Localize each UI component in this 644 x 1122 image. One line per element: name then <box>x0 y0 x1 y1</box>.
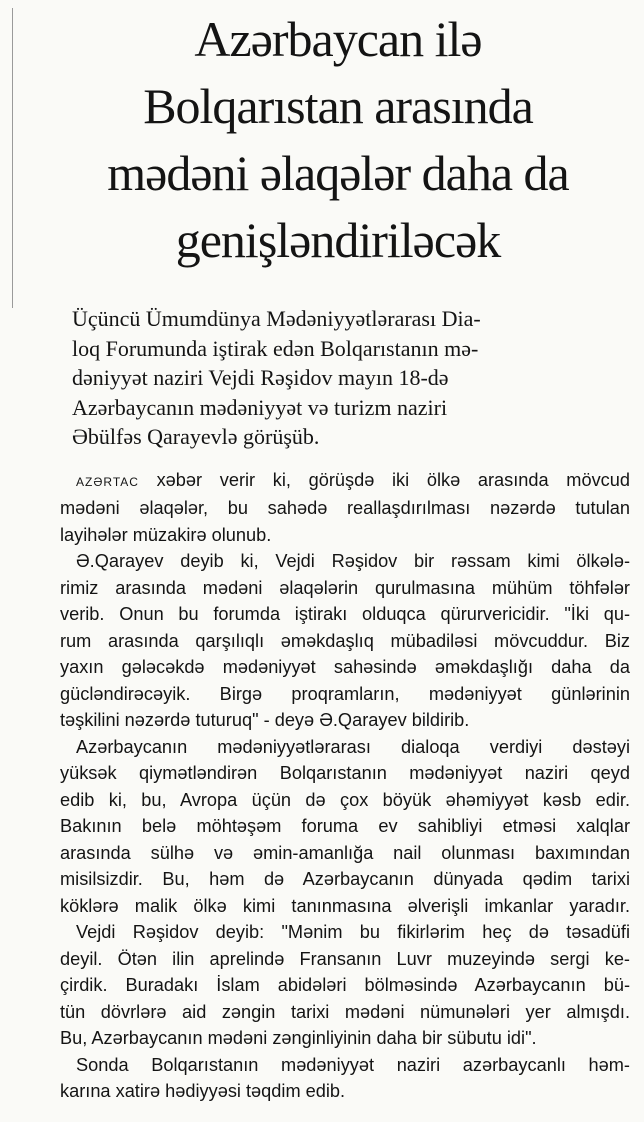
body-line <box>60 467 630 496</box>
lead-line: Azərbaycanın mədəniyyət və turizm naziri <box>72 394 448 420</box>
headline-line: Azərbaycan ilə <box>194 11 482 67</box>
body-line: layihələr müzakirə olunub. <box>60 524 272 545</box>
body-line: yaxın gələcəkdə mədəniyyət sahəsində əməkdaşlığı daha da <box>60 657 630 677</box>
article-headline <box>46 6 630 274</box>
lead-line: dəniyyət naziri Vejdi Rəşidov mayın 18-də <box>72 365 449 390</box>
article-body <box>60 467 630 1105</box>
article-lead <box>72 304 630 452</box>
agency-name: AZƏRTAC <box>76 474 139 489</box>
lead-line: Əbülfəs Qarayevlə görüşüb. <box>72 424 320 449</box>
body-line: Bu, Azərbaycanın mədəni zənginliyinin daha bir sübutu idi". <box>60 1028 537 1048</box>
headline-line: genişləndiriləcək <box>175 212 501 268</box>
body-line: arasında sülhə və əmin-amanlığa nail olunması baxımından <box>60 842 630 863</box>
body-line: köklərə malik ölkə kimi tanınmasına əlverişli imkanlar yaradır. <box>60 895 630 916</box>
body-line: misilsizdir. Bu, həm də Azərbaycanın dünyada qədim tarixi <box>60 869 630 889</box>
body-line: rimiz arasında mədəni əlaqələrin qurulmasına mühüm töhfələr <box>60 577 630 598</box>
body-line: Sonda Bolqarıstanın mədəniyyət naziri azərbaycanlı həm- <box>76 1054 630 1075</box>
body-line: mədəni əlaqələr, bu sahədə reallaşdırılması nəzərdə tutulan <box>60 498 630 518</box>
body-line: Vejdi Rəşidov deyib: "Mənim bu fikirlərim heç də təsadüfi <box>76 922 630 942</box>
lead-line: loq Forumunda iştirak edən Bolqarıstanın mə- <box>72 335 479 361</box>
body-line: edib ki, bu, Avropa üçün də çox böyük əhəmiyyət kəsb edir. <box>60 789 630 810</box>
body-line: karına xatirə hədiyyəsi təqdim edib. <box>60 1081 346 1101</box>
lead-line: Üçüncü Ümumdünya Mədəniyyətlərarası Dia- <box>72 306 481 331</box>
body-line-text: xəbər verir ki, görüşdə iki ölkə arasında mövcud <box>138 469 630 490</box>
body-line: verib. Onun bu forumda iştirakı olduqca qürurvericidir. "İki qu- <box>60 604 630 624</box>
body-line: rum arasında qarşılıqlı əməkdaşlıq mübadiləsi mövcuddur. Biz <box>60 630 630 651</box>
body-line: çirdik. Buradakı İslam abidələri bölməsində Azərbaycanın bü- <box>60 975 630 995</box>
headline-line: Bolqarıstan arasında <box>143 78 533 134</box>
body-line: deyil. Ötən ilin aprelində Fransanın Luvr muzeyində sergi ke- <box>60 948 630 969</box>
body-line: Ə.Qarayev deyib ki, Vejdi Rəşidov bir rəssam kimi ölkələ- <box>76 551 630 571</box>
body-line: tün dövrlərə aid zəngin tarixi mədəni nümunələri yer almışdı. <box>60 1001 630 1022</box>
body-line: təşkilini nəzərdə tuturuq" - deyə Ə.Qarayev bildirib. <box>60 710 470 730</box>
body-line: yüksək qiymətləndirən Bolqarıstanın mədəniyyət naziri qeyd <box>60 763 630 783</box>
column-rule <box>12 8 13 308</box>
body-line: Bakının belə möhtəşəm foruma ev sahibliyi etməsi xalqlar <box>60 816 630 836</box>
headline-line: mədəni əlaqələr daha da <box>107 145 569 201</box>
body-line: Azərbaycanın mədəniyyətlərarası dialoqa verdiyi dəstəyi <box>76 736 630 757</box>
body-line: gücləndirəcəyik. Birgə proqramların, mədəniyyət günlərinin <box>60 683 630 704</box>
